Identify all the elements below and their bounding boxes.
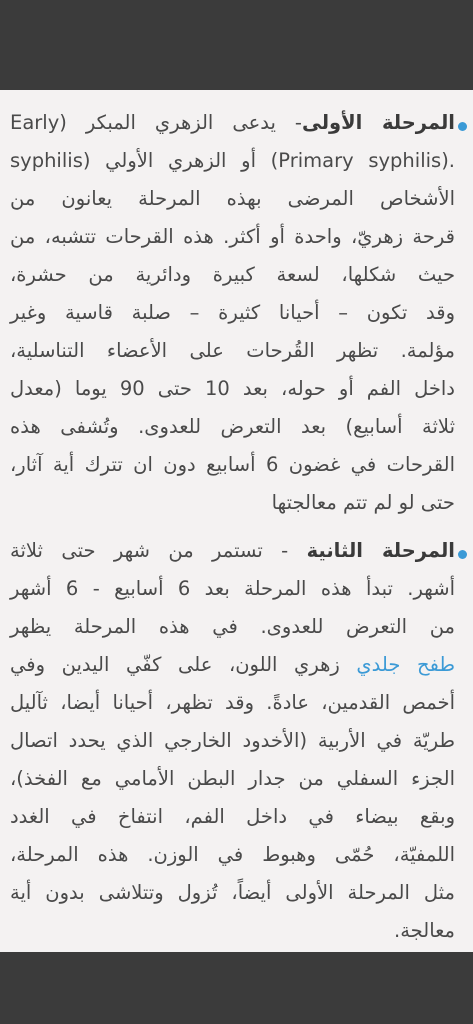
stage-one-line-5: حيث شكلها، لسعة كبيرة ودائرية من حشرة، — [10, 263, 455, 286]
stage-two-line-4-text: زهري اللون، على كفّي اليدين وفي — [10, 653, 357, 676]
stage-two-line-3: من التعرض للعدوى. في هذه المرحلة يظهر — [10, 615, 455, 638]
stage-one-line-2: syphilis) أو الزهري الأولي (Primary syphilis). — [10, 149, 456, 172]
stage-two-line-6: طريّة في الأربية (الأخدود الخارجي الذي يحدد اتصال — [10, 729, 455, 752]
stage-two-line-2: أشهر. تبدأ هذه المرحلة بعد 6 أسابيع - 6 أشهر — [10, 577, 456, 600]
stage-one-line-11: حتى لو لم تتم معالجتها — [271, 491, 455, 514]
stage-one-heading: المرحلة الأولى — [301, 111, 455, 134]
stage-one-line-3: الأشخاص المرضى بهذه المرحلة يعانون من — [10, 187, 455, 210]
stage-two-line-9: اللمفيّة، حُمّى وهبوط في الوزن. هذه المرحلة، — [10, 843, 455, 866]
stage-one-line-9: ثلاثة أسابيع) بعد التعرض للعدوى. وتُشفى هذه — [10, 415, 455, 438]
article-content — [0, 90, 473, 952]
scrollbar[interactable] — [467, 96, 471, 940]
top-bar — [0, 0, 473, 90]
stage-two-line-4 — [10, 646, 455, 684]
stage-one-line-1 — [10, 104, 455, 142]
stage-two-line-8: وبقع بيضاء في داخل الفم، انتفاخ في الغدد — [10, 805, 455, 828]
stage-one-text: - يدعى الزهري المبكر (Early — [10, 111, 302, 134]
stage-two-line-5: أخمص القدمين، عادةً. وقد تظهر، أحيانا أيضا، ثآليل — [10, 691, 455, 714]
stage-two-line-11: معالجة. — [394, 919, 455, 942]
stage-two-heading: المرحلة الثانية — [306, 539, 455, 562]
stage-one-line-8: داخل الفم أو حوله، بعد 10 حتى 90 يوما (معدل — [10, 377, 455, 400]
stage-one-line-6: وقد تكون – أحيانا كثيرة – صلبة قاسية وغير — [10, 301, 455, 324]
stage-two-line-1 — [10, 532, 455, 570]
stage-one-line-10: القرحات في غضون 6 أسابيع دون ان تترك أية آثار، — [10, 453, 455, 476]
stage-one-line-4: قرحة زهريّ، واحدة أو أكثر. هذه القرحات تتشبه، من — [10, 225, 455, 248]
bullet-icon — [458, 550, 467, 559]
stage-two-text: - تستمر من شهر حتى ثلاثة — [10, 539, 307, 562]
scrollbar-thumb[interactable] — [467, 96, 471, 296]
stage-two-line-7: الجزء السفلي من جدار البطن الأمامي مع الفخذ)، — [10, 767, 455, 790]
bottom-bar — [0, 952, 473, 1024]
stage-one-line-7: مؤلمة. تظهر القُرحات على الأعضاء التناسلية، — [10, 339, 455, 362]
bullet-icon — [458, 122, 467, 131]
skin-rash-link[interactable]: طفح جلدي — [356, 653, 455, 676]
stage-two-line-10: مثل المرحلة الأولى أيضاً، تُزول وتتلاشى بدون أية — [10, 881, 455, 904]
